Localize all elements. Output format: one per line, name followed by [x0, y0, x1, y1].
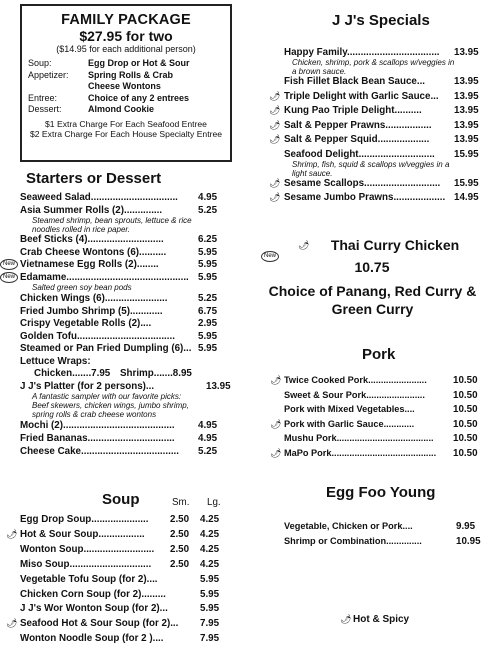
hot-spicy-legend: Hot & Spicy — [353, 614, 410, 625]
family-package-sub: ($14.95 for each additional person) — [56, 44, 196, 54]
package-row-value: Choice of any 2 entrees — [88, 92, 190, 103]
special-name: Salt & Pepper Squid................... — [284, 134, 430, 145]
new-badge: New — [0, 259, 18, 270]
new-badge: New — [261, 251, 279, 262]
soup-name: Egg Drop Soup..................... — [20, 514, 149, 525]
package-row — [22, 93, 230, 105]
menu-item-name: Fried Jumbo Shrimp (5)............ — [20, 305, 163, 317]
package-row-label: Dessert: — [28, 104, 62, 114]
menu-item-name: Crispy Vegetable Rolls (2).... — [20, 318, 152, 329]
menu-item-name: Fried Bananas................................ — [20, 433, 175, 444]
family-package-price: $27.95 for two — [79, 28, 173, 44]
special-price: 14.95 — [454, 192, 479, 203]
chili-icon: 🌶 — [270, 447, 282, 458]
menu-item-price: 4.95 — [198, 192, 218, 203]
pork-price: 10.50 — [453, 433, 478, 444]
special-price: 13.95 — [454, 47, 479, 58]
special-name: Triple Delight with Garlic Sauce... — [284, 90, 439, 102]
soup-name: Miso Soup.............................. — [20, 559, 152, 570]
chili-icon: 🌶 — [269, 119, 281, 130]
soup-name: Hot & Sour Soup................. — [20, 529, 145, 540]
lettuce-shrimp: Shrimp.......8.95 — [120, 368, 192, 379]
menu-item-note: Steamed shrimp, bean sprouts, lettuce & rice noodles rolled in rice paper. — [32, 216, 192, 234]
menu-item-name: Golden Tofu.................................... — [20, 330, 175, 342]
soup-price: 5.95 — [200, 588, 220, 600]
pork-price: 10.50 — [453, 447, 478, 459]
chili-icon: 🌶 — [6, 529, 18, 539]
soup-price-lg: 4.25 — [200, 514, 220, 525]
menu-item-price: 5.25 — [198, 293, 218, 304]
menu-item-price: 6.25 — [198, 234, 218, 245]
soup-price-sm: 2.50 — [170, 559, 190, 570]
platter-note: A fantastic sampler with our favorite picks: Beef skewers, chicken wings, jumbo shrimp, spring rolls & crab cheese wontons — [32, 392, 189, 419]
starters-heading: Starters or Dessert — [26, 170, 162, 187]
egg-item-name: Shrimp or Combination.............. — [284, 536, 422, 546]
chili-icon: 🌶 — [270, 418, 282, 429]
pork-price: 10.50 — [453, 404, 478, 415]
soup-name: Wonton Noodle Soup (for 2 ).... — [20, 632, 164, 644]
menu-item-name: Vietnamese Egg Rolls (2)........ — [20, 259, 159, 270]
package-row-label: Soup: — [28, 58, 52, 68]
menu-item-price: 6.75 — [198, 305, 218, 317]
menu-item-price: 5.95 — [198, 330, 218, 342]
special-name: Kung Pao Triple Delight.......... — [284, 105, 422, 116]
package-row-label: Entree: — [28, 92, 58, 103]
special-name: Salt & Pepper Prawns................. — [284, 119, 432, 131]
pork-name: MaPo Pork......................................... — [284, 447, 437, 458]
menu-item-price: 4.95 — [198, 420, 218, 431]
family-package-title: FAMILY PACKAGE — [61, 12, 191, 28]
menu-item-name: Asia Summer Rolls (2).............. — [20, 204, 163, 216]
soup-price-lg: 4.25 — [200, 559, 220, 570]
lettuce-chicken: Chicken.......7.95 — [34, 368, 111, 379]
special-name: Happy Family.................................. — [284, 47, 440, 58]
soup-price-sm: 2.50 — [170, 544, 190, 555]
package-row-value: Almond Cookie — [88, 104, 155, 114]
soup-price: 5.95 — [200, 603, 220, 615]
new-badge: New — [0, 272, 18, 283]
pork-name: Sweet & Sour Pork....................... — [284, 389, 425, 400]
menu-item-name: Beef Sticks (4)............................ — [20, 234, 164, 245]
menu-item-name: Mochi (2)......................................... — [20, 420, 175, 431]
chili-icon: 🌶 — [6, 618, 18, 629]
family-package-extra-2: $2 Extra Charge For Each House Specialty Entree — [29, 129, 223, 139]
package-row-label: Appetizer: — [28, 69, 69, 80]
special-name: Seafood Delight............................ — [284, 148, 435, 160]
special-price: 15.95 — [454, 177, 479, 189]
thai-curry-price: 10.75 — [354, 259, 390, 275]
special-price: 13.95 — [454, 76, 479, 87]
soup-price-sm: 2.50 — [170, 514, 190, 525]
soup-name: Vegetable Tofu Soup (for 2).... — [20, 574, 158, 585]
special-price: 13.95 — [454, 119, 479, 131]
menu-item-price: 5.25 — [198, 446, 218, 457]
soup-sm-header: Sm. — [172, 497, 190, 508]
soup-price-lg: 4.25 — [200, 529, 220, 540]
soup-price-lg: 4.25 — [200, 544, 220, 555]
platter-name: J J's Platter (for 2 persons)... — [20, 381, 155, 392]
pork-name: Pork with Mixed Vegetables.... — [284, 404, 415, 414]
package-row — [22, 58, 230, 70]
specials-heading: J J's Specials — [332, 12, 430, 29]
soup-heading: Soup — [102, 491, 140, 508]
special-price: 13.95 — [454, 134, 479, 145]
special-price: 13.95 — [454, 105, 479, 116]
package-row-value: Egg Drop or Hot & Sour — [88, 58, 190, 68]
package-row-label — [28, 81, 88, 93]
special-name: Fish Fillet Black Bean Sauce... — [284, 76, 426, 87]
package-row — [22, 104, 230, 116]
soup-price: 5.95 — [200, 574, 220, 585]
chili-icon: 🌶 — [269, 134, 281, 144]
package-row-value: Spring Rolls & Crab — [88, 69, 174, 80]
menu-item-price: 4.95 — [198, 433, 218, 444]
chili-icon: 🌶 — [269, 105, 281, 115]
egg-item-price: 10.95 — [456, 536, 481, 547]
special-name: Sesame Scallops............................ — [284, 177, 441, 189]
chili-icon: 🌶 — [269, 192, 281, 202]
menu-item-note: Salted green soy bean pods — [32, 283, 132, 292]
pork-price: 10.50 — [453, 389, 478, 401]
soup-price: 7.95 — [200, 632, 220, 644]
chili-icon: 🌶 — [269, 90, 281, 101]
menu-item-name: Edamame............................................. — [20, 271, 189, 283]
menu-item-price: 5.95 — [198, 259, 218, 270]
soup-lg-header: Lg. — [207, 497, 221, 508]
menu-item-price: 5.95 — [198, 271, 218, 283]
soup-name: Wonton Soup.......................... — [20, 544, 155, 555]
family-package-rows — [22, 58, 230, 116]
package-row — [22, 70, 230, 82]
special-price: 13.95 — [454, 90, 479, 102]
family-package-box — [20, 4, 232, 162]
pork-price: 10.50 — [453, 418, 478, 430]
special-name: Sesame Jumbo Prawns................... — [284, 192, 446, 203]
menu-item-price: 5.25 — [198, 204, 218, 216]
menu-item-price: 5.95 — [198, 343, 218, 354]
package-row — [22, 81, 230, 93]
chili-icon: 🌶 — [269, 177, 281, 188]
platter-price: 13.95 — [206, 381, 231, 392]
special-price: 15.95 — [454, 148, 479, 160]
chili-icon: 🌶 — [340, 614, 352, 624]
soup-price: 7.95 — [200, 618, 220, 630]
menu-item-price: 2.95 — [198, 318, 218, 329]
menu-item-name: Chicken Wings (6)....................... — [20, 293, 168, 304]
chili-icon: 🌶 — [270, 375, 282, 385]
family-package-extra-1: $1 Extra Charge For Each Seafood Entree — [45, 118, 207, 129]
pork-name: Pork with Garlic Sauce............ — [284, 418, 415, 429]
egg-foo-young-heading: Egg Foo Young — [326, 484, 436, 501]
pork-name: Mushu Pork...................................... — [284, 433, 434, 443]
lettuce-wraps-label: Lettuce Wraps: — [20, 355, 91, 367]
soup-name: J J's Wor Wonton Soup (for 2)... — [20, 603, 168, 615]
pork-heading: Pork — [362, 346, 396, 363]
thai-curry-title: Thai Curry Chicken — [330, 237, 460, 253]
pork-price: 10.50 — [453, 375, 478, 386]
menu-item-name: Steamed or Pan Fried Dumpling (6)... — [20, 343, 192, 354]
pork-name: Twice Cooked Pork....................... — [284, 375, 427, 385]
menu-item-price: 5.95 — [198, 246, 218, 258]
chili-icon: 🌶 — [298, 240, 310, 250]
egg-item-name: Vegetable, Chicken or Pork.... — [284, 521, 413, 531]
soup-name: Seafood Hot & Sour Soup (for 2)... — [20, 618, 179, 630]
menu-item-name: Cheese Cake.................................... — [20, 446, 179, 457]
soup-price-sm: 2.50 — [170, 529, 190, 540]
package-row-value: Cheese Wontons — [88, 81, 161, 91]
menu-item-name: Crab Cheese Wontons (6).......... — [20, 246, 167, 258]
thai-curry-choice: Choice of Panang, Red Curry & Green Curry — [268, 283, 477, 317]
soup-name: Chicken Corn Soup (for 2)......... — [20, 588, 166, 600]
menu-item-name: Seaweed Salad................................ — [20, 192, 178, 203]
special-note: Shrimp, fish, squid & scallops w/veggies in a light sauce. — [292, 159, 450, 178]
egg-item-price: 9.95 — [456, 521, 476, 532]
special-note: Chicken, shrimp, pork & scallops w/veggies in a brown sauce. — [292, 58, 455, 76]
